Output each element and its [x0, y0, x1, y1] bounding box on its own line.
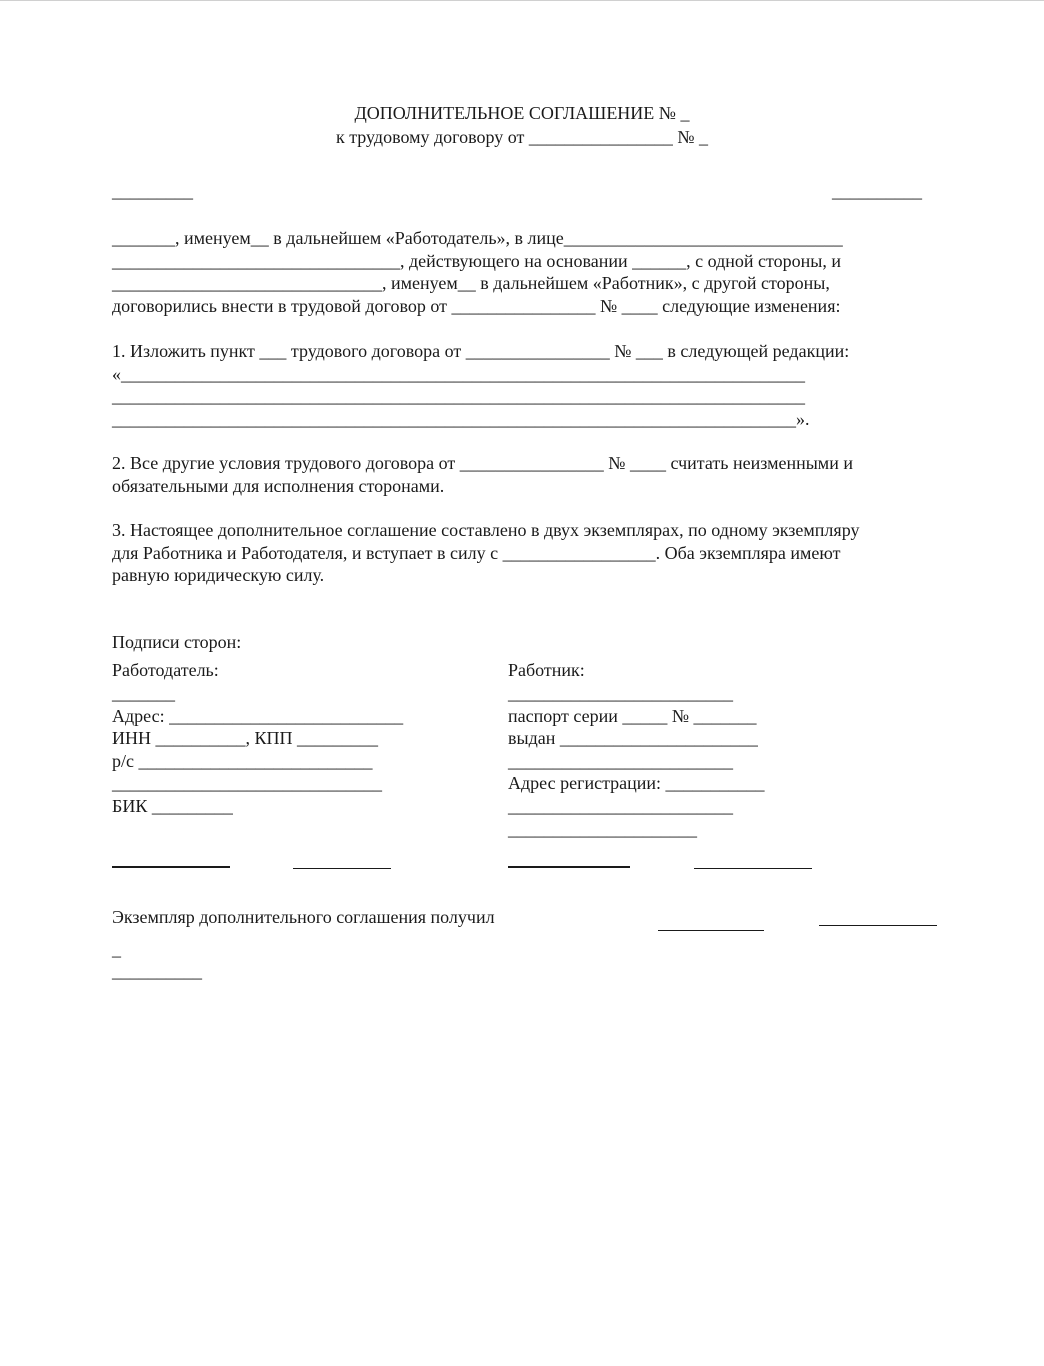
clause-1-line-3: _____________________________________________________________________________ [112, 386, 805, 406]
document-subtitle: к трудовому договору от ________________ № _ [335, 127, 709, 147]
employee-label: Работник: [508, 660, 585, 680]
employer-inn-kpp: ИНН __________, КПП _________ [112, 728, 379, 748]
receipt-dash: _ [112, 939, 121, 959]
clause-1-line-2: «____________________________________________________________________________ [112, 364, 805, 384]
employer-account: р/с __________________________ [112, 751, 373, 771]
receipt-blank: __________ [112, 961, 202, 981]
employee-issued: выдан ______________________ [508, 728, 758, 748]
clause-3-line-3: равную юридическую силу. [112, 565, 325, 585]
employer-label: Работодатель: [112, 660, 219, 680]
preamble-line-2: ________________________________, действующего на основании ______, с одной стороны, и [112, 251, 841, 271]
preamble-line-4: договорились внести в трудовой договор от ________________ № ____ следующие изменения: [112, 296, 841, 316]
clause-3-line-2: для Работника и Работодателя, и вступает в силу с _________________. Оба экземпляра имеют [112, 543, 841, 563]
receipt-signature-line [658, 930, 764, 931]
preamble-line-1: _______, именуем__ в дальнейшем «Работодатель», в лице_______________________________ [112, 228, 843, 248]
receipt-date-line [819, 925, 937, 926]
employee-date-line [694, 868, 812, 869]
clause-2-line-2: обязательными для исполнения сторонами. [112, 476, 445, 496]
employee-passport: паспорт серии _____ № _______ [508, 706, 757, 726]
document-title: ДОПОЛНИТЕЛЬНОЕ СОГЛАШЕНИЕ № _ [354, 103, 690, 123]
employee-reg-cont-1: _________________________ [508, 796, 733, 816]
employer-date-line [293, 868, 391, 869]
employee-issued-cont: _________________________ [508, 751, 733, 771]
employee-signature-line [508, 866, 630, 868]
place-blank: _________ [112, 181, 193, 201]
employee-name-blank: _________________________ [508, 683, 733, 703]
employer-account-cont: ______________________________ [112, 773, 382, 793]
top-border [0, 0, 1044, 1]
preamble-line-3: ______________________________, именуем__ в дальнейшем «Работник», с другой стороны, [112, 273, 830, 293]
date-blank: __________ [832, 181, 922, 201]
clause-2-line-1: 2. Все другие условия трудового договора от ________________ № ____ считать неизменными и [112, 453, 853, 473]
clause-1-line-1: 1. Изложить пункт ___ трудового договора от ________________ № ___ в следующей редакции: [112, 341, 850, 361]
employer-address: Адрес: __________________________ [112, 706, 404, 726]
receipt-text: Экземпляр дополнительного соглашения получил [112, 907, 495, 927]
clause-3-line-1: 3. Настоящее дополнительное соглашение составлено в двух экземплярах, по одному экземпляру [112, 520, 860, 540]
clause-1-line-4: ____________________________________________________________________________». [112, 409, 810, 429]
employee-reg-address: Адрес регистрации: ___________ [508, 773, 765, 793]
employer-name-blank: _______ [112, 683, 175, 703]
employer-bik: БИК _________ [112, 796, 233, 816]
employer-signature-line [112, 866, 230, 868]
employee-reg-cont-2: _____________________ [508, 819, 697, 839]
signatures-heading: Подписи сторон: [112, 632, 242, 652]
